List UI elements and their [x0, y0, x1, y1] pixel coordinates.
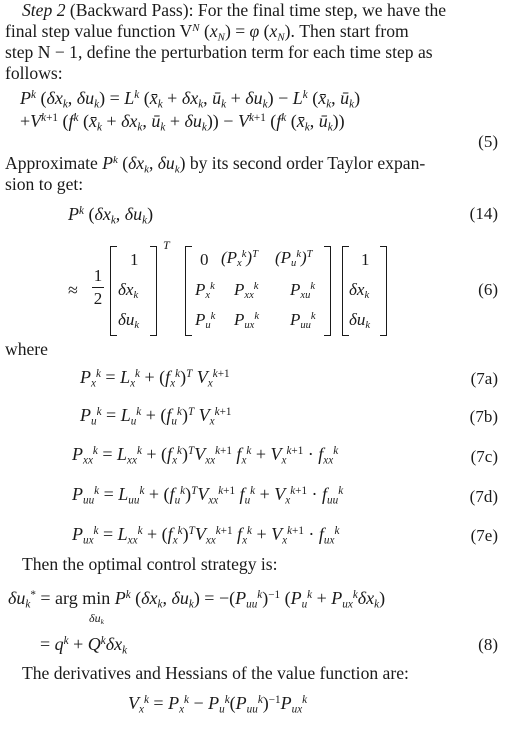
eq7a: $P_x^k = L_x^k + (f_x^k)^T$ $V_x^{k+1}$	[80, 367, 230, 390]
where-label: where	[5, 339, 48, 359]
transpose-mark: T	[163, 238, 170, 252]
eq7a-number: (7a)	[470, 369, 498, 388]
matrix-cell: $P_x^k$	[195, 280, 215, 302]
eq7b-number: (7b)	[469, 407, 498, 426]
matrix-cell: $(P_u^k)^T$	[275, 248, 313, 270]
eq8-line2: = $q^k + Q^k\delta x_k$	[40, 634, 128, 657]
eq6-half: 1 2	[93, 266, 103, 308]
eq7d: $P_{uu}^k = L_{uu}^k + (f_u^k)^TV_{xx}^{k+1}$ $f_u^k + V_x^{k+1} \cdot f_{uu}^k$	[72, 484, 344, 507]
step-line4: follows:	[5, 63, 63, 83]
taylor-line2: sion to get:	[5, 174, 84, 194]
vec1-right-bracket	[150, 246, 157, 336]
eq14-lhs: $P^k$ ($\delta x_k$, $\delta u_k$)	[68, 204, 154, 227]
vec1-cell: $\delta x_k$	[118, 280, 139, 302]
eq8-number: (8)	[478, 635, 498, 654]
matrix-cell: $P_{xx}^k$	[234, 280, 259, 302]
vec1-cell: 1	[130, 250, 139, 269]
matrix-cell: $P_u^k$	[195, 310, 216, 332]
matrix-cell: $P_{xu}^k$	[290, 280, 316, 302]
eq6-approx: ≈	[68, 280, 78, 300]
eq7c-number: (7c)	[470, 447, 498, 466]
step-title: (Backward Pass): For the final time step, we have the	[65, 0, 447, 20]
vec2-cell: 1	[361, 250, 370, 269]
matrix-left-bracket	[185, 246, 192, 336]
vec2-left-bracket	[342, 246, 349, 336]
eq7d-number: (7d)	[469, 487, 498, 506]
eq5-line1: $P^k$ ($\delta x_k$, $\delta u_k) = L^k$ ($x̄_k + \delta x_k$, $ū_k + \delta u_k) - L^k$ ($x̄_k$, $ū_k$)	[20, 88, 361, 111]
vec2-cell: $\delta x_k$	[349, 280, 370, 302]
matrix-cell: 0	[200, 250, 209, 269]
step2-paragraph	[5, 0, 505, 84]
vec2-cell: $\delta u_k$	[349, 310, 371, 332]
derivs-intro: The derivatives and Hessians of the value function are:	[22, 663, 409, 683]
eq5-line2: $+V^{k+1}$ ($f^k$ ($x̄_k + \delta x_k$, $ū_k + \delta u_k)) - V^{k+1}$ ($f^k$ ($x̄_k$, $ū_k$))	[20, 111, 345, 134]
taylor-line1: Approximate $P^k$ ($\delta x_k$, $\delta u_k$) by its second order Taylor expan-	[5, 153, 426, 176]
matrix-cell: $P_{ux}^k$	[234, 310, 260, 332]
matrix-cell: $P_{uu}^k$	[290, 310, 316, 332]
step-line2: final step value function $V^N$ $(x_N) = \varphi$ $(x_N)$. Then start from	[5, 21, 409, 44]
taylor-paragraph	[5, 153, 505, 195]
eq7e: $P_{ux}^k = L_{xx}^k + (f_x^k)^TV_{xx}^{k+1}$ $f_x^k + V_x^{k+1} \cdot f_{ux}^k$	[72, 524, 340, 547]
argmin-subscript: $\delta u_k$	[89, 611, 104, 627]
eq6-matrix-expression	[60, 238, 420, 336]
vec1-cell: $\delta u_k$	[118, 310, 140, 332]
matrix-cell: $(P_x^k)^T$	[221, 248, 258, 270]
vec2-right-bracket	[380, 246, 387, 336]
step-heading: Step 2	[22, 0, 66, 20]
eq14-number: (14)	[469, 204, 498, 223]
eq7b: $P_u^k = L_u^k + (f_u^k)^T$ $V_x^{k+1}$	[80, 405, 232, 428]
eq7e-number: (7e)	[470, 526, 498, 545]
derivs-line1: $V_x^k = P_x^k - P_u^k(P_{uu}^k)^{-1}P_{ux}^k$	[128, 693, 308, 716]
eq6-number: (6)	[478, 280, 498, 299]
optimal-intro: Then the optimal control strategy is:	[22, 554, 278, 574]
eq8-line1: $\delta u_k^*$ = arg $\min P^k$ ($\delta x_k$, $\delta u_k) = -(P_{uu}^k)^{-1}$ $(P_u^k + P_{ux}^k\delta x_k)$	[8, 588, 386, 611]
step-line3: step N − 1, define the perturbation term for each time step as	[5, 42, 433, 62]
eq7c: $P_{xx}^k = L_{xx}^k + (f_x^k)^TV_{xx}^{k+1}$ $f_x^k + V_x^{k+1} \cdot f_{xx}^k$	[72, 444, 339, 467]
vec1-left-bracket	[110, 246, 117, 336]
eq5-number: (5)	[478, 132, 498, 151]
matrix-right-bracket	[324, 246, 331, 336]
